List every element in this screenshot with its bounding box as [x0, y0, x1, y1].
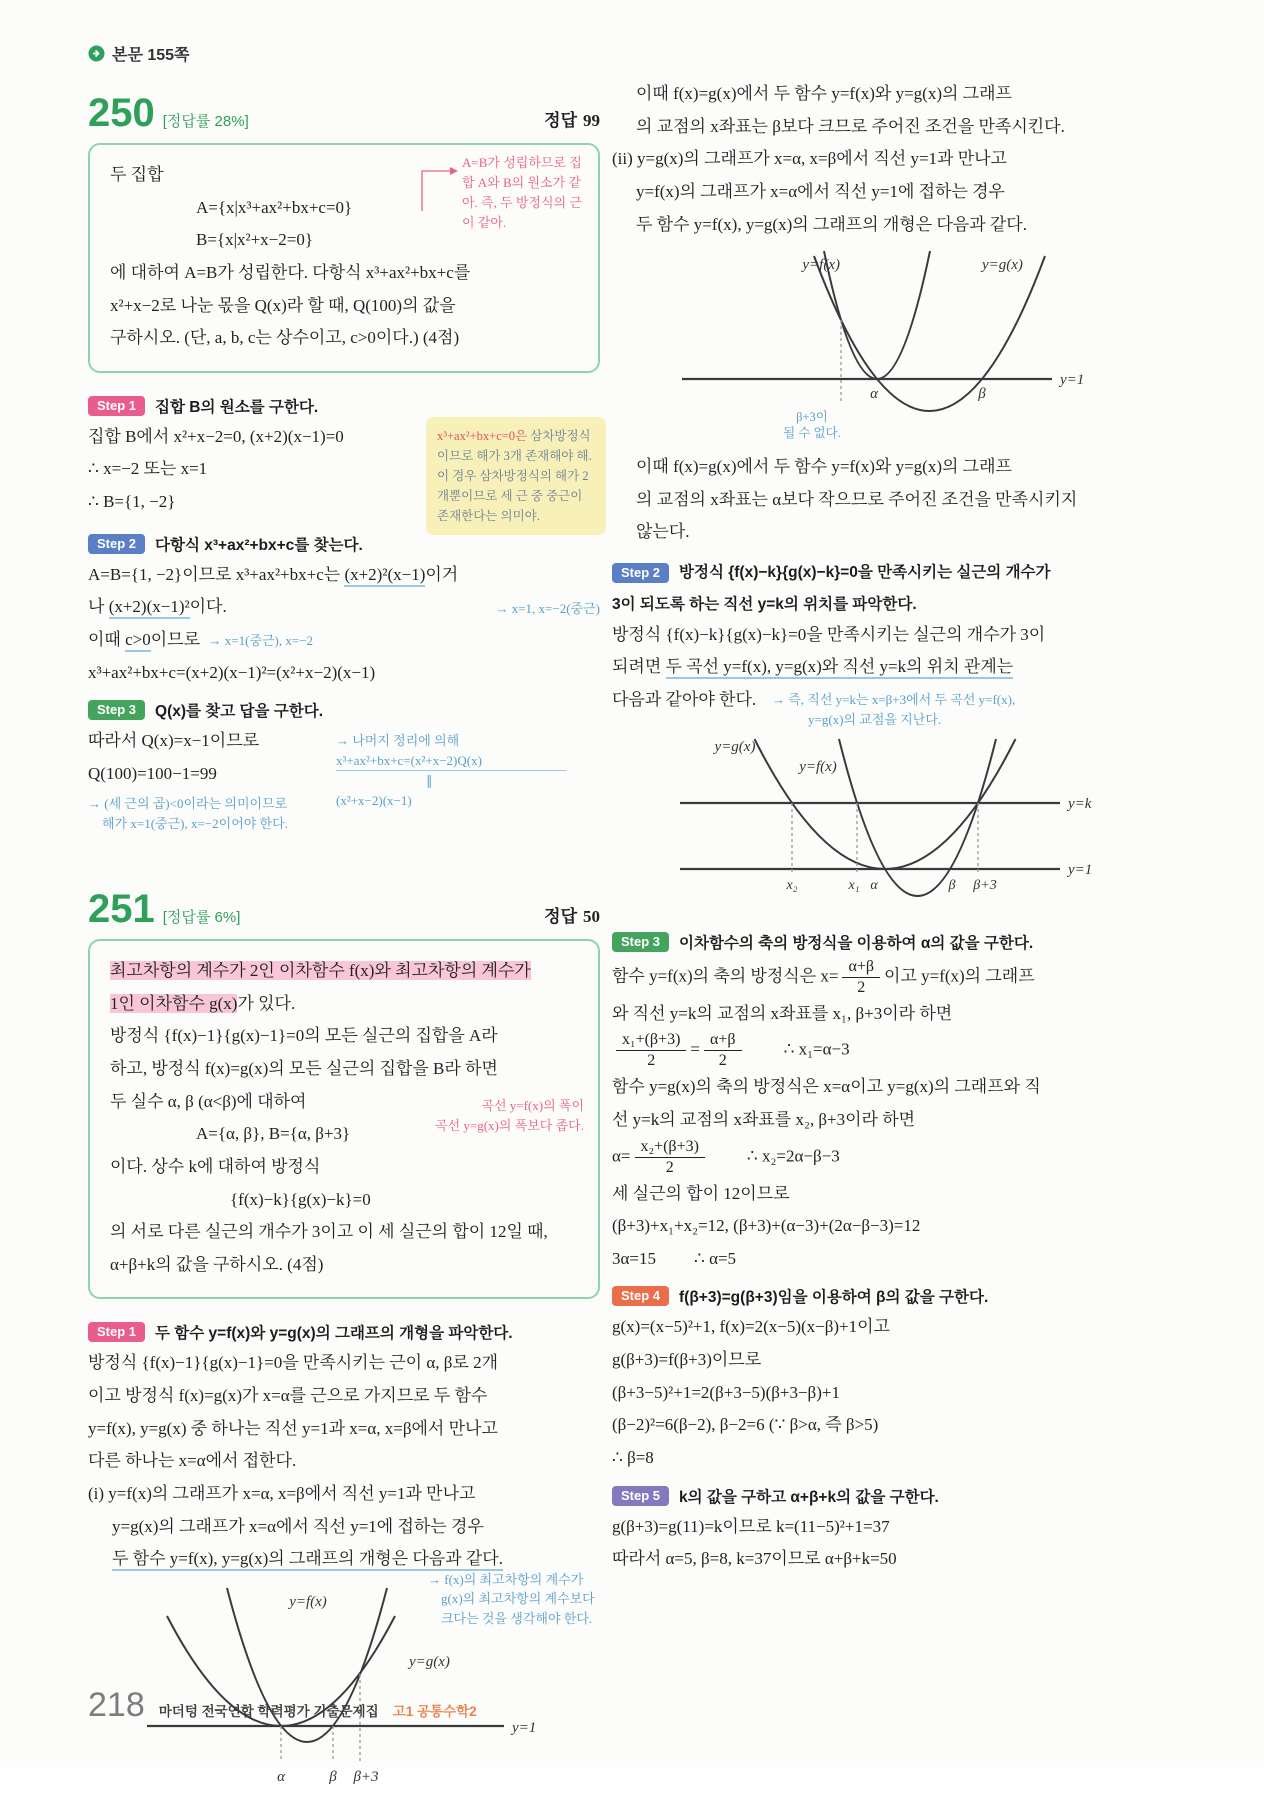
- annotation-line: ∥: [426, 773, 433, 789]
- statement-line: 두 집합: [110, 165, 164, 184]
- x2-label: x₂: [786, 877, 798, 893]
- equation-set-b: B={x|x²+x−2=0}: [196, 230, 314, 250]
- solution-line: 이때 f(x)=g(x)에서 두 함수 y=f(x)와 y=g(x)의 그래프: [636, 457, 1012, 477]
- fraction-denominator: 2: [665, 1158, 674, 1176]
- blue-annotation: → (세 근의 곱)<0이라는 의미이므로: [88, 796, 288, 812]
- yellow-callout: [426, 417, 606, 535]
- left-column: [88, 42, 600, 1806]
- solution-line: 방정식 {f(x)−1}{g(x)−1}=0을 만족시키는 근이 α, β로 2개: [88, 1353, 498, 1373]
- underlined-math: c>0: [125, 630, 151, 652]
- solution-line: y=f(x), y=g(x) 중 하나는 직선 y=1과 x=α, x=β에서 만나고: [88, 1418, 498, 1438]
- highlighted-text: 최고차항의 계수가 2인 이차함수 f(x)와 최고차항의 계수가: [110, 961, 531, 981]
- solution-line: [612, 651, 1190, 684]
- text-segment: 가 있다.: [237, 993, 296, 1013]
- graph-case-ii: [612, 241, 1190, 451]
- problem-250-header: [88, 93, 600, 133]
- curve-f-label: y=f(x): [799, 758, 837, 775]
- underlined-text: 두 함수 y=f(x), y=g(x)의 그래프의 개형은 다음과 같다.: [112, 1549, 503, 1571]
- solution-line: (β+3−5)²+1=2(β+3−5)(β+3−β)+1: [612, 1382, 840, 1402]
- curve-g-label: y=g(x): [982, 257, 1023, 274]
- reference-bullet-icon: [88, 45, 105, 62]
- fraction-numerator: α+β: [704, 1030, 742, 1051]
- underlined-text: 두 곡선 y=f(x), y=g(x)와 직선 y=k의 위치 관계는: [666, 657, 1014, 679]
- solution-line: 집합 B에서 x²+x−2=0, (x+2)(x−1)=0: [88, 426, 344, 446]
- text-segment: 3α=15: [612, 1248, 656, 1268]
- statement-line: [110, 955, 578, 988]
- solution-line: [88, 624, 600, 657]
- parabola-diagram-yk: [640, 731, 1140, 916]
- solution-line: 않는다.: [636, 522, 690, 542]
- annotation-line: → f(x)의 최고차항의 계수가: [428, 1571, 584, 1587]
- solution-line: 함수 y=g(x)의 축의 방정식은 x=α이고 y=g(x)의 그래프와 직: [612, 1077, 1041, 1097]
- annotation-line: → 나머지 정리에 의해: [336, 733, 460, 749]
- solution-line: 두 함수 y=f(x), y=g(x)의 그래프의 개형은 다음과 같다.: [636, 214, 1027, 234]
- statement-line: [110, 1086, 584, 1133]
- solution-line: g(β+3)=g(11)=k이므로 k=(11−5)²+1=37: [612, 1516, 890, 1536]
- curve-g-label: y=g(x): [714, 738, 756, 755]
- text-segment: A=B={1, −2}이므로 x³+ax²+bx+c는: [88, 564, 345, 584]
- solution-line: 와 직선 y=k의 교점의 x좌표를 x₁, β+3이라 하면: [612, 1003, 953, 1023]
- annotation-line: 크다는 것을 생각해야 한다.: [441, 1610, 593, 1626]
- fraction: [704, 1030, 742, 1071]
- beta3-impossible-note: β+3이: [796, 410, 828, 425]
- step4-badge: Step 4: [612, 1286, 669, 1306]
- beta-label: β: [978, 386, 986, 403]
- highlighted-text: 1인 이차함수 g(x): [110, 993, 238, 1013]
- statement-line: α+β+k의 값을 구하시오. (4점): [110, 1254, 324, 1274]
- fraction-numerator: α+β: [842, 957, 880, 978]
- blue-annotation-block: [336, 731, 566, 810]
- step2-title: 방정식 {f(x)−k}{g(x)−k}=0을 만족시키는 실근의 개수가: [679, 564, 1051, 581]
- solution-line: [88, 559, 600, 592]
- step3-body: [88, 725, 600, 875]
- page-number: 218: [88, 1686, 145, 1724]
- text-segment: 다음과 같아야 한다.: [612, 690, 757, 710]
- solution-line: [612, 684, 1190, 727]
- step3-badge: Step 3: [612, 932, 669, 952]
- solution-line: g(x)=(x−5)²+1, f(x)=2(x−5)(x−β)+1이고: [612, 1317, 890, 1337]
- alpha-label: α: [277, 1768, 285, 1785]
- line-y1-label: y=1: [1060, 372, 1085, 389]
- step4-row-251: [612, 1285, 1190, 1307]
- statement-equation: A={α, β}, B={α, β+3}: [196, 1124, 351, 1144]
- step3-row-251: [612, 931, 1190, 953]
- text-segment: 이므로: [150, 629, 201, 649]
- fraction-denominator: 2: [857, 978, 866, 996]
- statement-line: 구하시오. (단, a, b, c는 상수이고, c>0이다.) (4점): [110, 328, 460, 348]
- solution-line: ∴ B={1, −2}: [88, 492, 176, 511]
- text-segment: 이때: [88, 629, 126, 649]
- book-title: 마더텅 전국연합 학력평가 기출문제집: [158, 1704, 379, 1719]
- answer-value: 50: [583, 907, 600, 927]
- statement-line: 에 대하여 A=B가 성립한다. 다항식 x³+ax²+bx+c를: [110, 262, 471, 282]
- fraction: [635, 1137, 705, 1178]
- annotation-line: x³+ax²+bx+c=(x²+x−2)Q(x): [336, 751, 566, 772]
- equation-set-a: A={x|x³+ax²+bx+c=0}: [196, 197, 353, 217]
- conclusion: ∴ α=5: [694, 1248, 737, 1268]
- text-segment: 이고 y=f(x)의 그래프: [884, 966, 1035, 986]
- solution-equation: [612, 1137, 1190, 1178]
- step1-badge: Step 1: [88, 396, 145, 416]
- solution-line: (ii) y=g(x)의 그래프가 x=α, x=β에서 직선 y=1과 만나고: [612, 149, 1007, 169]
- alpha-label: α: [870, 877, 878, 893]
- solution-line: [612, 957, 1190, 998]
- curve-f-label: y=f(x): [802, 257, 840, 274]
- solution-line: 의 교점의 x좌표는 β보다 크므로 주어진 조건을 만족시킨다.: [636, 116, 1065, 136]
- solution-line: g(β+3)=f(β+3)이므로: [612, 1350, 762, 1370]
- step1-body-251: [88, 1347, 600, 1575]
- problem-250-statement: [88, 143, 600, 373]
- solution-line: ∴ x=−2 또는 x=1: [88, 459, 208, 479]
- parabola-diagram-case-ii: [652, 241, 1132, 446]
- annotation-line: (x²+x−2)(x−1): [336, 792, 412, 808]
- step1-badge: Step 1: [88, 1322, 145, 1342]
- callout-text: 삼차방정식이므로 해가 3개 존재해야 해. 이 경우 삼차방정식의 해가 2개뿐이므로 세 근 중 중근이 존재한다는 의미야.: [437, 428, 592, 523]
- fraction: [842, 957, 880, 998]
- fraction-numerator: x₁+(β+3): [616, 1030, 686, 1051]
- blue-annotation-block: [428, 1570, 603, 1629]
- solution-line: (β−2)²=6(β−2), β−2=6 (∵ β>α, 즉 β>5): [612, 1415, 879, 1435]
- alpha-label: α: [870, 386, 878, 403]
- solution-line: 이고 방정식 f(x)=g(x)가 x=α를 근으로 가지므로 두 함수: [88, 1386, 488, 1405]
- line-y1-label: y=1: [1068, 861, 1093, 878]
- problem-number: 251: [88, 887, 155, 932]
- pink-connector-arrow: [414, 159, 460, 219]
- solution-line: 의 교점의 x좌표는 α보다 작으므로 주어진 조건을 만족시키지: [636, 489, 1078, 509]
- step2-row-251: [612, 559, 1190, 587]
- annotation-line: g(x)의 최고차항의 계수보다: [441, 1591, 595, 1607]
- annotation-line: → 즉, 직선 y=k는 x=β+3에서 두 곡선 y=f(x),: [772, 692, 1016, 708]
- pink-annotation: [435, 1096, 584, 1136]
- x1-label: x₁: [848, 877, 860, 893]
- book-subject: 고1 공통수학2: [392, 1704, 477, 1719]
- solution-line: y=f(x)의 그래프가 x=α에서 직선 y=1에 접하는 경우: [636, 181, 1005, 201]
- answer-label: 정답: [544, 111, 577, 130]
- solution-line: 세 실근의 합이 12이므로: [612, 1183, 790, 1203]
- solution-line: (i) y=f(x)의 그래프가 x=α, x=β에서 직선 y=1과 만나고: [88, 1483, 476, 1503]
- blue-annotation: → x=1(중근), x=−2: [208, 632, 314, 648]
- statement-line: x²+x−2로 나눈 몫을 Q(x)라 할 때, Q(100)의 값을: [110, 295, 456, 315]
- curve-f-label: y=f(x): [289, 1593, 327, 1610]
- step2-body: [88, 559, 600, 690]
- line-yk-label: y=k: [1068, 795, 1092, 812]
- fraction-numerator: x₂+(β+3): [635, 1137, 705, 1158]
- step1-row-251: [88, 1321, 600, 1343]
- statement-equation: {f(x)−k}{g(x)−k}=0: [230, 1189, 371, 1209]
- problem-251-statement: [88, 939, 600, 1299]
- solution-line: (β+3)+x₁+x₂=12, (β+3)+(α−3)+(2α−β−3)=12: [612, 1216, 921, 1236]
- right-column: [612, 78, 1190, 1576]
- step2-title-cont: 3이 되도록 하는 직선 y=k의 위치를 파악한다.: [612, 595, 917, 613]
- answer-label: 정답: [544, 907, 577, 927]
- answer: [544, 902, 600, 927]
- solution-line: 선 y=k의 교점의 x좌표를 x₂, β+3이라 하면: [612, 1109, 916, 1129]
- page-footer: [88, 1686, 477, 1725]
- statement-line: 이다. 상수 k에 대하여 방정식: [110, 1156, 321, 1176]
- step3-row: [88, 699, 600, 721]
- statement-line: 의 서로 다른 실근의 개수가 3이고 이 세 실근의 합이 12일 때,: [110, 1222, 548, 1242]
- problem-251-header: [88, 887, 600, 932]
- underlined-math: (x+2)²(x−1): [344, 565, 425, 587]
- step2-row: [88, 533, 600, 555]
- correct-rate: [정답률 28%]: [162, 113, 249, 130]
- solution-line: y=g(x)의 그래프가 x=α에서 직선 y=1에 접하는 경우: [112, 1516, 484, 1536]
- blue-annotation: → x=1, x=−2(중근): [495, 601, 600, 617]
- solution-line: 따라서 Q(x)=x−1이므로: [88, 731, 260, 751]
- text-segment: 이다.: [189, 597, 227, 617]
- step3-title: Q(x)를 찾고 답을 구한다.: [155, 703, 324, 721]
- beta-label: β: [948, 877, 956, 893]
- text-segment: 함수 y=f(x)의 축의 방정식은 x=: [612, 966, 839, 986]
- statement-line: 방정식 {f(x)−1}{g(x)−1}=0의 모든 실근의 집합을 A라: [110, 1026, 498, 1046]
- annotation-line: y=g(x)의 교점을 지난다.: [808, 711, 942, 727]
- step1-body: [88, 421, 600, 523]
- blue-annotation-block: [772, 690, 1072, 729]
- page-reference-label: 본문 155쪽: [112, 47, 190, 64]
- solution-line: 따라서 α=5, β=8, k=37이므로 α+β+k=50: [612, 1549, 897, 1569]
- beta-label: β: [329, 1768, 337, 1785]
- annotation-line: 곡선 y=f(x)의 폭이: [481, 1097, 584, 1113]
- graph-line-yk: [612, 731, 1190, 921]
- conclusion: ∴ x₂=2α−β−3: [746, 1145, 840, 1165]
- text-segment: α=: [612, 1145, 631, 1165]
- equals-sign: =: [690, 1039, 701, 1059]
- text-segment: 나: [88, 597, 109, 617]
- step3-badge: Step 3: [88, 700, 145, 720]
- page-reference: [88, 42, 600, 65]
- solution-line: ∴ β=8: [612, 1447, 654, 1467]
- correct-rate: [정답률 6%]: [162, 909, 241, 927]
- fraction-denominator: 2: [718, 1052, 727, 1070]
- solution-line: [612, 1243, 1190, 1276]
- statement-line: [110, 988, 578, 1021]
- problem-number: 250: [88, 91, 155, 135]
- solution-line: 이때 f(x)=g(x)에서 두 함수 y=f(x)와 y=g(x)의 그래프: [636, 84, 1012, 103]
- answer-value: 99: [583, 111, 600, 130]
- step1-title: 두 함수 y=f(x)와 y=g(x)의 그래프의 개형을 파악한다.: [155, 1325, 513, 1343]
- step3-title: 이차함수의 축의 방정식을 이용하여 α의 값을 구한다.: [679, 934, 1034, 952]
- solution-line: [88, 591, 600, 624]
- solution-line: 다른 하나는 x=α에서 접한다.: [88, 1451, 297, 1471]
- curve-g-label: y=g(x): [409, 1653, 450, 1670]
- step1-title: 집합 B의 원소를 구한다.: [155, 398, 319, 416]
- step5-row-251: [612, 1485, 1190, 1507]
- step2-title: 다항식 x³+ax²+bx+c를 찾는다.: [155, 536, 363, 554]
- step5-title: k의 값을 구하고 α+β+k의 값을 구한다.: [679, 1488, 939, 1506]
- line-y1-label: y=1: [512, 1719, 537, 1736]
- solution-line: Q(100)=100−1=99: [88, 763, 217, 783]
- callout-math: x³+ax²+bx+c=0은: [437, 428, 528, 443]
- beta3-label: β+3: [353, 1768, 379, 1785]
- annotation-line: 곡선 y=g(x)의 폭보다 좁다.: [435, 1117, 584, 1133]
- step4-title: f(β+3)=g(β+3)임을 이용하여 β의 값을 구한다.: [679, 1289, 989, 1307]
- step2-badge: Step 2: [88, 534, 145, 554]
- pink-annotation: A=B가 성립하므로 집합 A와 B의 원소가 같아. 즉, 두 방정식의 근이 같아.: [462, 155, 582, 231]
- conclusion: ∴ x₁=α−3: [783, 1039, 850, 1059]
- fraction-denominator: 2: [647, 1052, 656, 1070]
- beta3-impossible-note: 될 수 없다.: [783, 426, 841, 441]
- text-segment: 이거: [425, 564, 459, 584]
- text-segment: 두 실수 α, β (α<β)에 대하여: [110, 1091, 307, 1111]
- beta3-label: β+3: [973, 877, 997, 893]
- text-segment: 되려면: [612, 657, 666, 677]
- step2-badge: Step 2: [612, 563, 669, 583]
- fraction: [616, 1030, 686, 1071]
- step1-row: [88, 395, 600, 417]
- solution-equation: [612, 1030, 1190, 1071]
- solution-line: 방정식 {f(x)−k}{g(x)−k}=0을 만족시키는 실근의 개수가 3이: [612, 624, 1046, 644]
- answer: [544, 106, 600, 131]
- step5-badge: Step 5: [612, 1486, 669, 1506]
- statement-line: 하고, 방정식 f(x)=g(x)의 모든 실근의 집합을 B라 하면: [110, 1059, 498, 1078]
- blue-annotation: 해가 x=1(중근), x=−2이어야 한다.: [102, 815, 288, 831]
- underlined-math: (x+2)(x−1)²: [109, 597, 190, 619]
- solution-equation: x³+ax²+bx+c=(x+2)(x−1)²=(x²+x−2)(x−1): [88, 662, 376, 682]
